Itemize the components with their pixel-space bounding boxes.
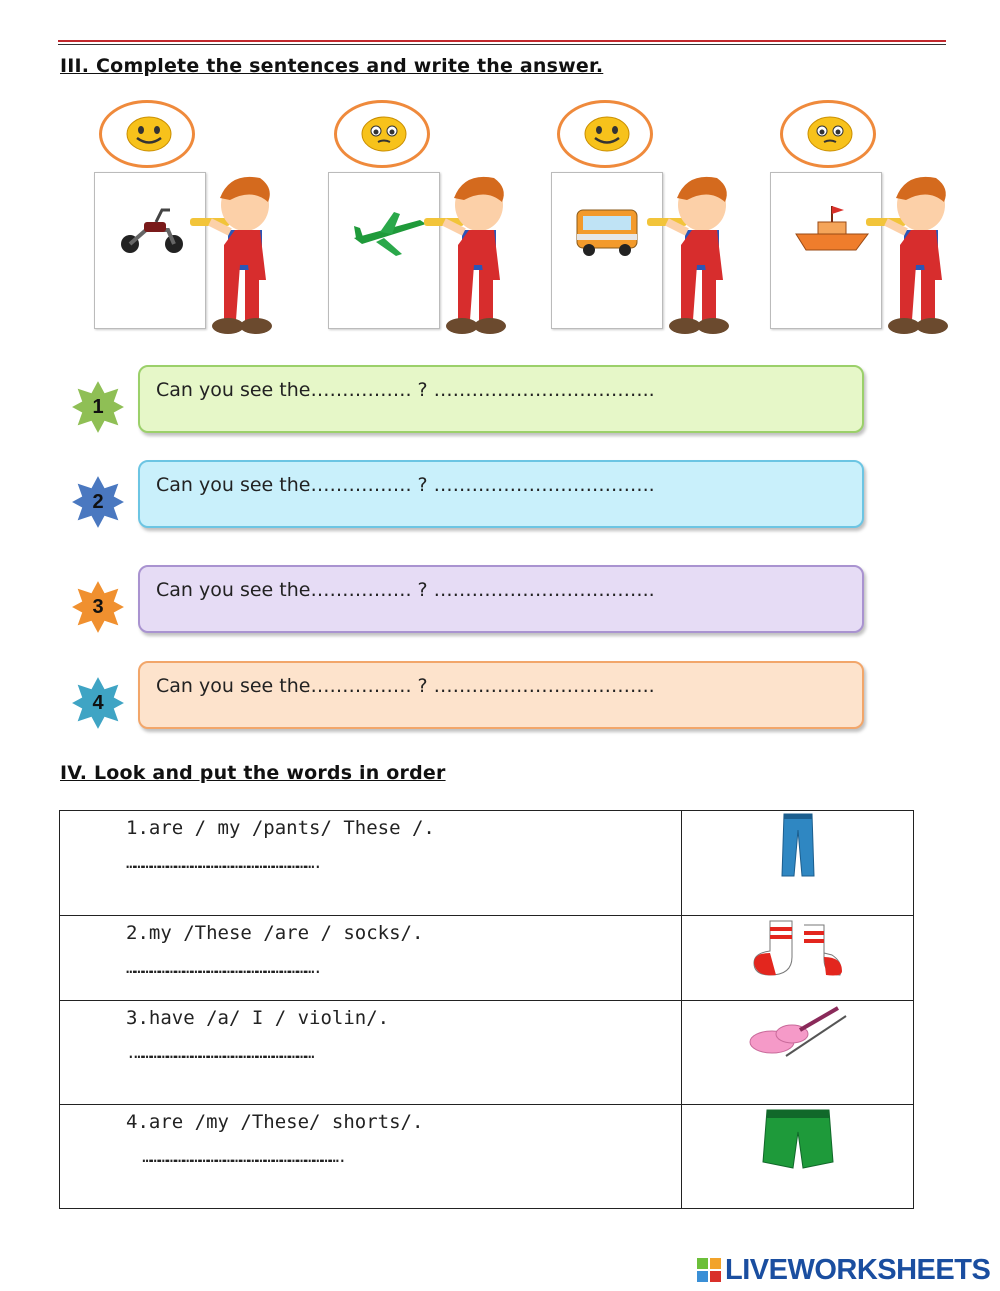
question-cell (60, 916, 682, 1001)
table-row (60, 1105, 914, 1209)
boy-pointing-icon (866, 170, 961, 340)
sentence-answer-box[interactable]: Can you see the……………. ? …………………………….. (138, 565, 864, 633)
bus-icon (573, 200, 653, 260)
boy-pointing-icon (424, 170, 519, 340)
answer-line[interactable]: .………………………………………………………… (126, 1043, 314, 1062)
answer-line[interactable]: ………………………………………………………………. (126, 1147, 346, 1166)
picture-card-plane (328, 100, 518, 340)
question-text: 2.my /These /are / socks/. (126, 922, 424, 944)
sentence-answer-box[interactable]: Can you see the……………. ? …………………………….. (138, 661, 864, 729)
smiling-face-icon (582, 114, 632, 154)
motorbike-icon (116, 200, 196, 260)
question-text: 3.have /a/ I / violin/. (126, 1007, 390, 1029)
top-rule-secondary (58, 44, 946, 45)
answer-line[interactable]: ……………………………………………………………. (126, 853, 322, 872)
row-number: 2 (92, 490, 104, 513)
word-order-table (59, 810, 914, 1209)
boy-pointing-icon (647, 170, 742, 340)
brand-text: LIVEWORKSHEETS (725, 1253, 991, 1286)
table-row (60, 1001, 914, 1105)
image-cell (682, 916, 914, 1001)
violin-icon (746, 1002, 850, 1058)
image-cell (682, 1001, 914, 1105)
picture-card-boat (770, 100, 960, 340)
table-row (60, 916, 914, 1001)
sentence-answer-box[interactable]: Can you see the……………. ? …………………………….. (138, 365, 864, 433)
question-text: 4.are /my /These/ shorts/. (126, 1111, 424, 1133)
socks-icon (752, 917, 844, 979)
question-cell (60, 811, 682, 916)
sentence-answer-box[interactable]: Can you see the……………. ? …………………………….. (138, 460, 864, 528)
image-cell (682, 1105, 914, 1209)
sentence-row-3 (60, 565, 870, 639)
question-cell (60, 1001, 682, 1105)
pleading-face-icon (359, 114, 409, 154)
shorts-icon (761, 1106, 835, 1172)
pants-icon (778, 812, 818, 878)
boy-pointing-icon (190, 170, 285, 340)
pleading-face-icon (805, 114, 855, 154)
liveworksheets-logo (697, 1254, 990, 1286)
question-text: 1.are / my /pants/ These /. (126, 817, 435, 839)
answer-line[interactable]: ……………………………………………………………. (126, 958, 322, 977)
sentence-row-1 (60, 365, 870, 439)
picture-card-bus (551, 100, 741, 340)
row-number: 3 (92, 595, 104, 618)
row-number: 1 (92, 395, 104, 418)
top-rule (58, 40, 946, 42)
boat-icon (792, 200, 872, 260)
section3-title: III. Complete the sentences and write the answer. (60, 55, 604, 77)
smiling-face-icon (124, 114, 174, 154)
plane-icon (350, 200, 430, 260)
section4-title: IV. Look and put the words in order (60, 762, 446, 784)
table-row (60, 811, 914, 916)
liveworksheets-logo-icon (697, 1258, 721, 1282)
sentence-row-4 (60, 661, 870, 735)
sentence-row-2 (60, 460, 870, 534)
row-number: 4 (92, 691, 104, 714)
picture-card-motorbike (94, 100, 284, 340)
question-cell (60, 1105, 682, 1209)
image-cell (682, 811, 914, 916)
